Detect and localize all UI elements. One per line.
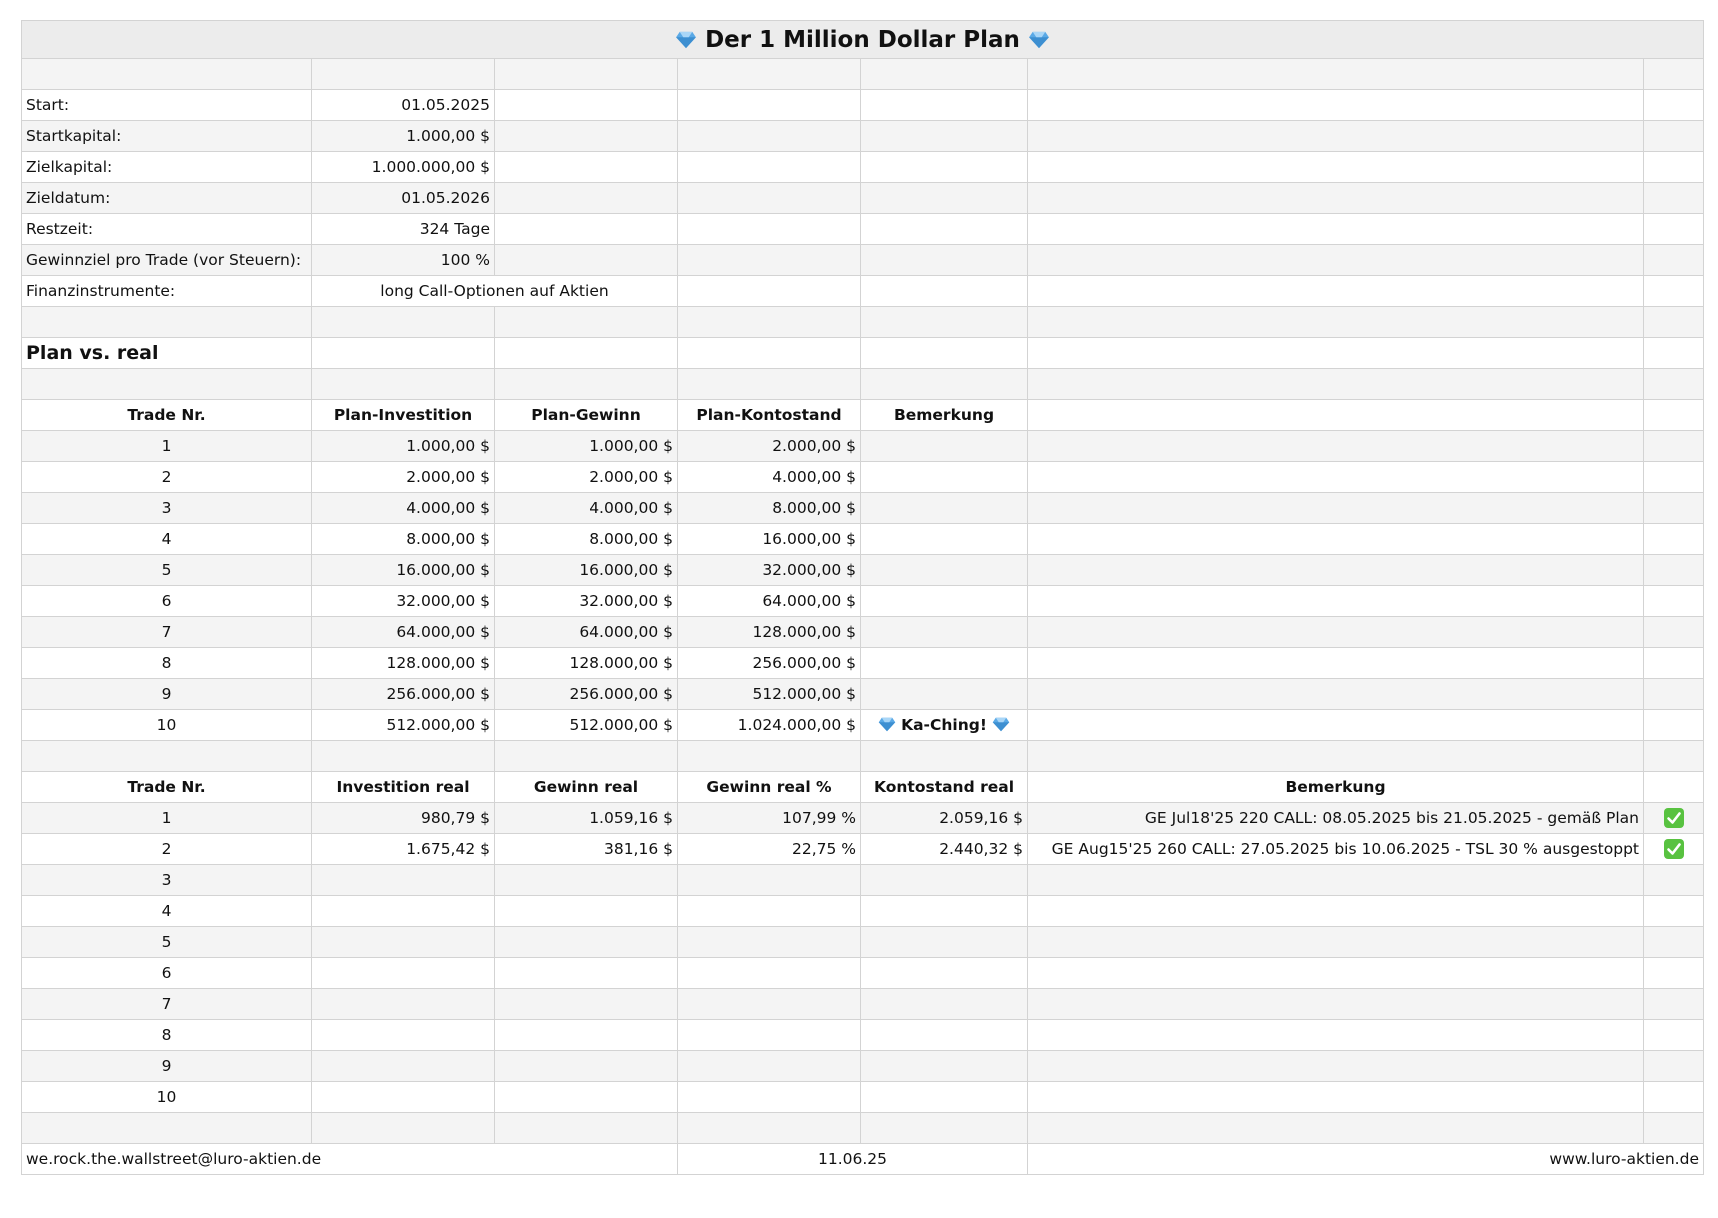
real-trade-nr[interactable]: 6	[22, 958, 312, 989]
empty-cell[interactable]	[495, 307, 678, 338]
empty-cell[interactable]	[1644, 431, 1704, 462]
empty-cell[interactable]	[312, 307, 495, 338]
empty-cell[interactable]	[678, 121, 861, 152]
empty-cell[interactable]	[1644, 586, 1704, 617]
plan-trade-nr[interactable]: 2	[22, 462, 312, 493]
real-table-row	[22, 1020, 1704, 1051]
real-trade-nr[interactable]: 5	[22, 927, 312, 958]
plan-balance[interactable]: 4.000,00 $	[678, 462, 861, 493]
real-trade-nr[interactable]: 1	[22, 803, 312, 834]
empty-cell[interactable]	[861, 90, 1028, 121]
plan-profit[interactable]: 16.000,00 $	[495, 555, 678, 586]
plan-investment[interactable]: 16.000,00 $	[312, 555, 495, 586]
real-table-row	[22, 865, 1704, 896]
plan-table-row	[22, 524, 1704, 555]
empty-cell[interactable]	[678, 245, 861, 276]
empty-cell[interactable]	[678, 152, 861, 183]
plan-remark[interactable]	[861, 586, 1028, 617]
real-column-header[interactable]: Investition real	[312, 772, 495, 803]
empty-cell[interactable]	[861, 59, 1028, 90]
info-label[interactable]: Zieldatum:	[22, 183, 312, 214]
real-profit-percent[interactable]: 107,99 %	[678, 803, 861, 834]
plan-table-row	[22, 710, 1704, 741]
empty-cell[interactable]	[312, 1113, 495, 1144]
real-remark[interactable]: GE Aug15'25 260 CALL: 27.05.2025 bis 10.06.2025 - TSL 30 % ausgestoppt	[1028, 834, 1644, 865]
empty-cell[interactable]	[1028, 59, 1644, 90]
plan-remark[interactable]	[861, 679, 1028, 710]
real-balance[interactable]	[861, 865, 1028, 896]
real-column-header[interactable]: Gewinn real	[495, 772, 678, 803]
real-profit-percent[interactable]	[678, 927, 861, 958]
info-value[interactable]: 100 %	[312, 245, 495, 276]
plan-trade-nr[interactable]: 10	[22, 710, 312, 741]
empty-cell[interactable]	[1028, 648, 1644, 679]
plan-balance[interactable]: 32.000,00 $	[678, 555, 861, 586]
empty-cell[interactable]	[1028, 555, 1644, 586]
status-cell[interactable]	[1644, 989, 1704, 1020]
real-investment[interactable]	[312, 927, 495, 958]
real-remark[interactable]	[1028, 865, 1644, 896]
real-profit[interactable]	[495, 865, 678, 896]
empty-cell[interactable]	[861, 121, 1028, 152]
plan-balance[interactable]: 2.000,00 $	[678, 431, 861, 462]
plan-investment[interactable]: 1.000,00 $	[312, 431, 495, 462]
empty-cell[interactable]	[678, 59, 861, 90]
real-column-header[interactable]: Bemerkung	[1028, 772, 1644, 803]
empty-cell[interactable]	[1644, 245, 1704, 276]
real-table-row	[22, 896, 1704, 927]
empty-cell[interactable]	[1644, 524, 1704, 555]
info-value[interactable]: 1.000,00 $	[312, 121, 495, 152]
empty-cell[interactable]	[312, 338, 495, 369]
info-value[interactable]: 324 Tage	[312, 214, 495, 245]
real-investment[interactable]: 1.675,42 $	[312, 834, 495, 865]
empty-cell[interactable]	[495, 59, 678, 90]
empty-cell[interactable]	[678, 214, 861, 245]
empty-cell[interactable]	[1644, 121, 1704, 152]
empty-cell[interactable]	[22, 741, 312, 772]
empty-cell[interactable]	[1644, 369, 1704, 400]
empty-cell[interactable]	[1644, 1113, 1704, 1144]
status-cell[interactable]	[1644, 834, 1704, 865]
real-investment[interactable]	[312, 1020, 495, 1051]
real-table-row	[22, 834, 1704, 865]
empty-cell[interactable]	[861, 1113, 1028, 1144]
empty-cell[interactable]	[1028, 617, 1644, 648]
empty-cell[interactable]	[1644, 710, 1704, 741]
plan-investment[interactable]: 512.000,00 $	[312, 710, 495, 741]
plan-investment[interactable]: 4.000,00 $	[312, 493, 495, 524]
empty-cell[interactable]	[1644, 772, 1704, 803]
real-investment[interactable]	[312, 1082, 495, 1113]
plan-column-header[interactable]: Plan-Gewinn	[495, 400, 678, 431]
empty-cell[interactable]	[1644, 338, 1704, 369]
real-profit[interactable]	[495, 1051, 678, 1082]
real-balance[interactable]	[861, 927, 1028, 958]
empty-cell[interactable]	[678, 369, 861, 400]
real-remark[interactable]	[1028, 1082, 1644, 1113]
real-remark[interactable]	[1028, 896, 1644, 927]
empty-cell[interactable]	[312, 369, 495, 400]
empty-cell[interactable]	[22, 59, 312, 90]
plan-balance[interactable]: 512.000,00 $	[678, 679, 861, 710]
plan-column-header[interactable]: Trade Nr.	[22, 400, 312, 431]
real-profit-percent[interactable]	[678, 1020, 861, 1051]
status-cell[interactable]	[1644, 803, 1704, 834]
real-balance[interactable]	[861, 958, 1028, 989]
info-label[interactable]: Start:	[22, 90, 312, 121]
empty-cell[interactable]	[1644, 617, 1704, 648]
info-label[interactable]: Restzeit:	[22, 214, 312, 245]
plan-remark[interactable]	[861, 431, 1028, 462]
plan-table-row	[22, 679, 1704, 710]
empty-cell[interactable]	[1028, 121, 1644, 152]
empty-cell[interactable]	[495, 90, 678, 121]
status-cell[interactable]	[1644, 896, 1704, 927]
info-label[interactable]: Zielkapital:	[22, 152, 312, 183]
empty-cell[interactable]	[861, 183, 1028, 214]
plan-profit[interactable]: 128.000,00 $	[495, 648, 678, 679]
empty-cell[interactable]	[1028, 369, 1644, 400]
real-trade-nr[interactable]: 9	[22, 1051, 312, 1082]
empty-cell[interactable]	[1644, 555, 1704, 586]
spreadsheet	[21, 20, 1704, 1175]
empty-cell[interactable]	[495, 214, 678, 245]
status-cell[interactable]	[1644, 1082, 1704, 1113]
empty-cell[interactable]	[312, 741, 495, 772]
empty-cell[interactable]	[1644, 493, 1704, 524]
real-profit-percent[interactable]: 22,75 %	[678, 834, 861, 865]
real-trade-nr[interactable]: 8	[22, 1020, 312, 1051]
real-profit[interactable]	[495, 927, 678, 958]
empty-cell[interactable]	[495, 369, 678, 400]
empty-cell[interactable]	[1028, 90, 1644, 121]
empty-cell[interactable]	[495, 338, 678, 369]
empty-cell[interactable]	[1028, 679, 1644, 710]
real-investment[interactable]	[312, 958, 495, 989]
info-label[interactable]: Startkapital:	[22, 121, 312, 152]
info-value[interactable]: 1.000.000,00 $	[312, 152, 495, 183]
real-table-row	[22, 1051, 1704, 1082]
empty-cell[interactable]	[1644, 59, 1704, 90]
real-balance[interactable]: 2.059,16 $	[861, 803, 1028, 834]
empty-cell[interactable]	[861, 152, 1028, 183]
real-remark[interactable]	[1028, 989, 1644, 1020]
empty-cell[interactable]	[1644, 741, 1704, 772]
plan-investment[interactable]: 64.000,00 $	[312, 617, 495, 648]
plan-investment[interactable]: 32.000,00 $	[312, 586, 495, 617]
footer-website[interactable]: www.luro-aktien.de	[1028, 1144, 1704, 1175]
real-profit-percent[interactable]	[678, 1082, 861, 1113]
empty-cell[interactable]	[1028, 586, 1644, 617]
empty-cell[interactable]	[1644, 276, 1704, 307]
empty-cell[interactable]	[495, 1113, 678, 1144]
empty-cell[interactable]	[1028, 276, 1644, 307]
empty-cell[interactable]	[1028, 245, 1644, 276]
empty-cell[interactable]	[495, 152, 678, 183]
real-balance[interactable]	[861, 1020, 1028, 1051]
status-cell[interactable]	[1644, 1051, 1704, 1082]
empty-cell[interactable]	[1644, 214, 1704, 245]
plan-investment[interactable]: 256.000,00 $	[312, 679, 495, 710]
empty-cell[interactable]	[1028, 493, 1644, 524]
plan-trade-nr[interactable]: 3	[22, 493, 312, 524]
empty-cell[interactable]	[678, 276, 861, 307]
real-remark[interactable]	[1028, 927, 1644, 958]
plan-trade-nr[interactable]: 9	[22, 679, 312, 710]
plan-table-row	[22, 431, 1704, 462]
real-profit[interactable]	[495, 896, 678, 927]
check-mark-icon	[1664, 839, 1684, 859]
plan-table-row	[22, 555, 1704, 586]
plan-balance[interactable]: 128.000,00 $	[678, 617, 861, 648]
empty-cell[interactable]	[861, 307, 1028, 338]
real-investment[interactable]	[312, 1051, 495, 1082]
info-label[interactable]: Finanzinstrumente:	[22, 276, 312, 307]
empty-cell[interactable]	[22, 1113, 312, 1144]
empty-cell[interactable]	[1028, 462, 1644, 493]
real-trade-nr[interactable]: 10	[22, 1082, 312, 1113]
real-remark[interactable]	[1028, 1020, 1644, 1051]
real-trade-nr[interactable]: 4	[22, 896, 312, 927]
empty-cell[interactable]	[861, 214, 1028, 245]
real-profit-percent[interactable]	[678, 865, 861, 896]
empty-cell[interactable]	[495, 245, 678, 276]
plan-remark[interactable]	[861, 524, 1028, 555]
real-table-row	[22, 989, 1704, 1020]
real-column-header[interactable]: Trade Nr.	[22, 772, 312, 803]
real-trade-nr[interactable]: 2	[22, 834, 312, 865]
real-remark[interactable]	[1028, 958, 1644, 989]
empty-cell[interactable]	[1028, 338, 1644, 369]
section-title[interactable]: Plan vs. real	[22, 338, 312, 369]
plan-profit[interactable]: 64.000,00 $	[495, 617, 678, 648]
info-label[interactable]: Gewinnziel pro Trade (vor Steuern):	[22, 245, 312, 276]
sheet-title-cell[interactable]	[22, 21, 1704, 59]
status-cell[interactable]	[1644, 958, 1704, 989]
plan-trade-nr[interactable]: 8	[22, 648, 312, 679]
empty-cell[interactable]	[1644, 400, 1704, 431]
empty-cell[interactable]	[1028, 183, 1644, 214]
empty-cell[interactable]	[1644, 462, 1704, 493]
real-profit-percent[interactable]	[678, 989, 861, 1020]
empty-cell[interactable]	[678, 183, 861, 214]
real-profit-percent[interactable]	[678, 896, 861, 927]
plan-remark[interactable]	[861, 617, 1028, 648]
empty-cell[interactable]	[1644, 679, 1704, 710]
real-column-header[interactable]: Gewinn real %	[678, 772, 861, 803]
empty-cell[interactable]	[678, 1113, 861, 1144]
real-profit-percent[interactable]	[678, 958, 861, 989]
plan-table-row	[22, 493, 1704, 524]
empty-cell[interactable]	[861, 276, 1028, 307]
plan-column-header[interactable]: Plan-Kontostand	[678, 400, 861, 431]
plan-remark[interactable]	[861, 493, 1028, 524]
real-table-row	[22, 958, 1704, 989]
empty-cell[interactable]	[312, 59, 495, 90]
plan-profit[interactable]: 8.000,00 $	[495, 524, 678, 555]
empty-cell[interactable]	[1028, 741, 1644, 772]
real-balance[interactable]	[861, 1082, 1028, 1113]
real-balance[interactable]	[861, 896, 1028, 927]
real-investment[interactable]: 980,79 $	[312, 803, 495, 834]
plan-remark-text: Ka-Ching!	[901, 716, 987, 734]
empty-cell[interactable]	[861, 741, 1028, 772]
info-value[interactable]: 01.05.2025	[312, 90, 495, 121]
plan-remark[interactable]	[861, 648, 1028, 679]
gem-stone-icon	[675, 29, 697, 47]
empty-cell[interactable]	[678, 307, 861, 338]
real-table-row	[22, 803, 1704, 834]
empty-cell[interactable]	[678, 741, 861, 772]
real-profit[interactable]	[495, 958, 678, 989]
real-trade-nr[interactable]: 3	[22, 865, 312, 896]
plan-trade-nr[interactable]: 5	[22, 555, 312, 586]
empty-cell[interactable]	[1028, 400, 1644, 431]
plan-remark[interactable]	[861, 710, 1028, 741]
real-investment[interactable]	[312, 989, 495, 1020]
real-profit[interactable]: 1.059,16 $	[495, 803, 678, 834]
status-cell[interactable]	[1644, 927, 1704, 958]
real-profit[interactable]: 381,16 $	[495, 834, 678, 865]
empty-cell[interactable]	[1644, 90, 1704, 121]
status-cell[interactable]	[1644, 1020, 1704, 1051]
gem-stone-icon	[1028, 29, 1050, 47]
real-investment[interactable]	[312, 865, 495, 896]
plan-balance[interactable]: 8.000,00 $	[678, 493, 861, 524]
real-balance[interactable]: 2.440,32 $	[861, 834, 1028, 865]
plan-profit[interactable]: 256.000,00 $	[495, 679, 678, 710]
empty-cell[interactable]	[1644, 307, 1704, 338]
real-table-row	[22, 927, 1704, 958]
empty-cell[interactable]	[1028, 431, 1644, 462]
empty-cell[interactable]	[22, 307, 312, 338]
real-remark[interactable]	[1028, 1051, 1644, 1082]
empty-cell[interactable]	[1644, 648, 1704, 679]
plan-trade-nr[interactable]: 6	[22, 586, 312, 617]
plan-profit[interactable]: 32.000,00 $	[495, 586, 678, 617]
plan-column-header[interactable]: Bemerkung	[861, 400, 1028, 431]
empty-cell[interactable]	[495, 183, 678, 214]
empty-cell[interactable]	[1028, 307, 1644, 338]
gem-stone-icon	[992, 717, 1010, 732]
real-balance[interactable]	[861, 1051, 1028, 1082]
plan-profit[interactable]: 2.000,00 $	[495, 462, 678, 493]
empty-cell[interactable]	[1028, 1113, 1644, 1144]
empty-cell[interactable]	[495, 121, 678, 152]
empty-cell[interactable]	[678, 90, 861, 121]
plan-remark[interactable]	[861, 555, 1028, 586]
real-table-row	[22, 1082, 1704, 1113]
plan-profit[interactable]: 1.000,00 $	[495, 431, 678, 462]
plan-table-row	[22, 462, 1704, 493]
page-title: Der 1 Million Dollar Plan	[705, 26, 1020, 53]
real-profit[interactable]	[495, 989, 678, 1020]
plan-table-row	[22, 617, 1704, 648]
plan-table-row	[22, 648, 1704, 679]
plan-profit[interactable]: 4.000,00 $	[495, 493, 678, 524]
footer-email[interactable]: we.rock.the.wallstreet@luro-aktien.de	[22, 1144, 678, 1175]
plan-balance[interactable]: 16.000,00 $	[678, 524, 861, 555]
empty-cell[interactable]	[861, 338, 1028, 369]
plan-balance[interactable]: 1.024.000,00 $	[678, 710, 861, 741]
footer-date[interactable]: 11.06.25	[678, 1144, 1028, 1175]
plan-balance[interactable]: 256.000,00 $	[678, 648, 861, 679]
plan-trade-nr[interactable]: 4	[22, 524, 312, 555]
plan-investment[interactable]: 2.000,00 $	[312, 462, 495, 493]
gem-stone-icon	[878, 717, 896, 732]
real-trade-nr[interactable]: 7	[22, 989, 312, 1020]
empty-cell[interactable]	[861, 245, 1028, 276]
plan-profit[interactable]: 512.000,00 $	[495, 710, 678, 741]
info-value[interactable]: long Call-Optionen auf Aktien	[312, 276, 678, 307]
plan-column-header[interactable]: Plan-Investition	[312, 400, 495, 431]
status-cell[interactable]	[1644, 865, 1704, 896]
plan-balance[interactable]: 64.000,00 $	[678, 586, 861, 617]
empty-cell[interactable]	[1028, 710, 1644, 741]
empty-cell[interactable]	[1028, 524, 1644, 555]
real-remark[interactable]: GE Jul18'25 220 CALL: 08.05.2025 bis 21.05.2025 - gemäß Plan	[1028, 803, 1644, 834]
real-balance[interactable]	[861, 989, 1028, 1020]
empty-cell[interactable]	[861, 369, 1028, 400]
empty-cell[interactable]	[1028, 214, 1644, 245]
check-mark-icon	[1664, 808, 1684, 828]
plan-trade-nr[interactable]: 7	[22, 617, 312, 648]
real-profit[interactable]	[495, 1082, 678, 1113]
empty-cell[interactable]	[678, 338, 861, 369]
info-value[interactable]: 01.05.2026	[312, 183, 495, 214]
plan-trade-nr[interactable]: 1	[22, 431, 312, 462]
empty-cell[interactable]	[22, 369, 312, 400]
real-column-header[interactable]: Kontostand real	[861, 772, 1028, 803]
empty-cell[interactable]	[1028, 152, 1644, 183]
real-profit[interactable]	[495, 1020, 678, 1051]
plan-investment[interactable]: 128.000,00 $	[312, 648, 495, 679]
empty-cell[interactable]	[1644, 152, 1704, 183]
empty-cell[interactable]	[1644, 183, 1704, 214]
real-investment[interactable]	[312, 896, 495, 927]
plan-remark[interactable]	[861, 462, 1028, 493]
plan-investment[interactable]: 8.000,00 $	[312, 524, 495, 555]
empty-cell[interactable]	[495, 741, 678, 772]
real-profit-percent[interactable]	[678, 1051, 861, 1082]
plan-table-row	[22, 586, 1704, 617]
